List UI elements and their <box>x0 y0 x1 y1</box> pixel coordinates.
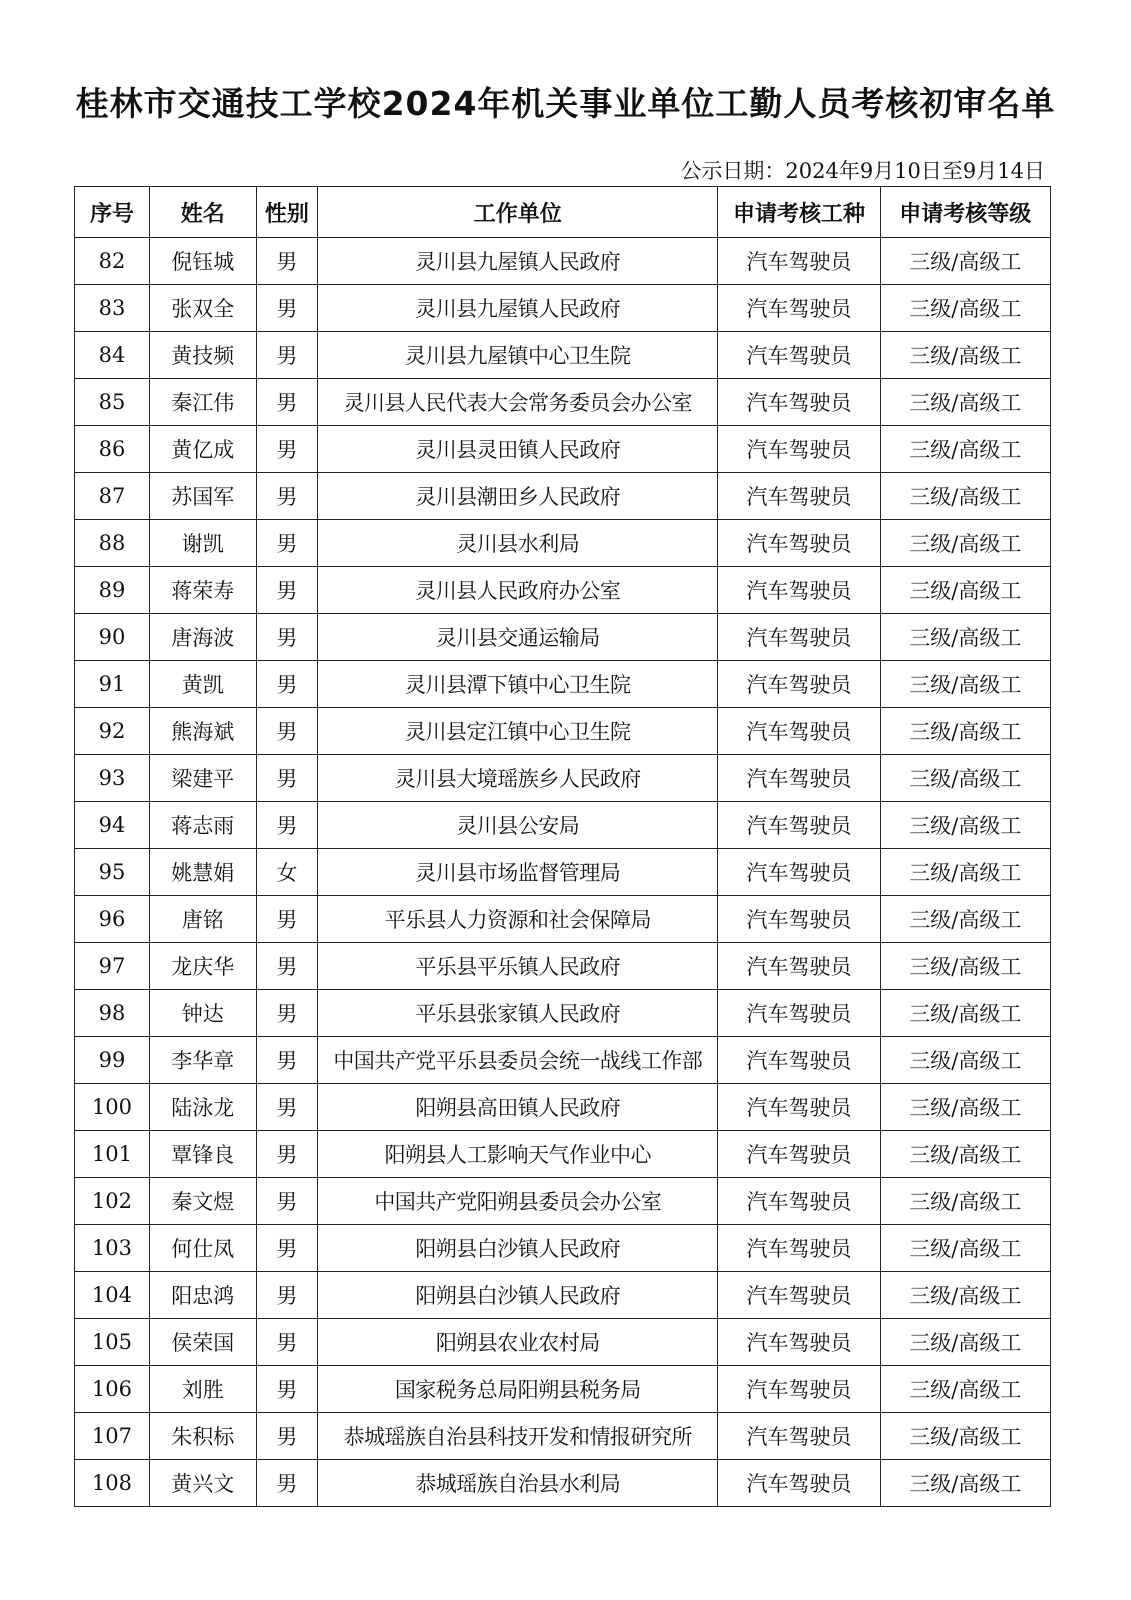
cell-job-type: 汽车驾驶员 <box>718 990 880 1037</box>
header-gender: 性别 <box>256 187 318 238</box>
cell-index: 91 <box>75 661 150 708</box>
cell-level: 三级/高级工 <box>880 708 1050 755</box>
cell-work-unit: 灵川县灵田镇人民政府 <box>318 426 718 473</box>
cell-name: 秦文煜 <box>149 1178 256 1225</box>
table-row <box>75 1413 1051 1460</box>
cell-gender: 男 <box>256 238 318 285</box>
cell-index: 95 <box>75 849 150 896</box>
cell-level: 三级/高级工 <box>880 1460 1050 1507</box>
cell-job-type: 汽车驾驶员 <box>718 473 880 520</box>
cell-index: 88 <box>75 520 150 567</box>
table-row <box>75 1366 1051 1413</box>
cell-gender: 男 <box>256 943 318 990</box>
cell-index: 107 <box>75 1413 150 1460</box>
table-row <box>75 614 1051 661</box>
cell-work-unit: 灵川县人民政府办公室 <box>318 567 718 614</box>
cell-index: 99 <box>75 1037 150 1084</box>
cell-job-type: 汽车驾驶员 <box>718 285 880 332</box>
cell-job-type: 汽车驾驶员 <box>718 1366 880 1413</box>
table-row <box>75 332 1051 379</box>
table-row <box>75 1084 1051 1131</box>
cell-work-unit: 灵川县九屋镇人民政府 <box>318 285 718 332</box>
cell-work-unit: 灵川县大境瑶族乡人民政府 <box>318 755 718 802</box>
cell-name: 黄亿成 <box>149 426 256 473</box>
cell-index: 89 <box>75 567 150 614</box>
cell-work-unit: 灵川县潮田乡人民政府 <box>318 473 718 520</box>
cell-job-type: 汽车驾驶员 <box>718 1460 880 1507</box>
table-row <box>75 708 1051 755</box>
cell-level: 三级/高级工 <box>880 238 1050 285</box>
cell-gender: 男 <box>256 661 318 708</box>
cell-job-type: 汽车驾驶员 <box>718 849 880 896</box>
cell-work-unit: 中国共产党平乐县委员会统一战线工作部 <box>318 1037 718 1084</box>
cell-gender: 男 <box>256 1319 318 1366</box>
cell-name: 钟达 <box>149 990 256 1037</box>
header-level: 申请考核等级 <box>880 187 1050 238</box>
cell-name: 黄兴文 <box>149 1460 256 1507</box>
cell-name: 谢凯 <box>149 520 256 567</box>
cell-name: 熊海斌 <box>149 708 256 755</box>
cell-name: 黄技频 <box>149 332 256 379</box>
cell-gender: 男 <box>256 473 318 520</box>
cell-gender: 男 <box>256 755 318 802</box>
cell-name: 梁建平 <box>149 755 256 802</box>
cell-level: 三级/高级工 <box>880 1413 1050 1460</box>
cell-job-type: 汽车驾驶员 <box>718 379 880 426</box>
cell-job-type: 汽车驾驶员 <box>718 567 880 614</box>
cell-job-type: 汽车驾驶员 <box>718 1225 880 1272</box>
cell-name: 姚慧娟 <box>149 849 256 896</box>
cell-gender: 男 <box>256 896 318 943</box>
cell-index: 96 <box>75 896 150 943</box>
cell-index: 90 <box>75 614 150 661</box>
table-row <box>75 1272 1051 1319</box>
cell-work-unit: 平乐县人力资源和社会保障局 <box>318 896 718 943</box>
header-job-type: 申请考核工种 <box>718 187 880 238</box>
cell-name: 黄凯 <box>149 661 256 708</box>
cell-index: 94 <box>75 802 150 849</box>
cell-index: 97 <box>75 943 150 990</box>
cell-name: 唐铭 <box>149 896 256 943</box>
cell-work-unit: 灵川县交通运输局 <box>318 614 718 661</box>
cell-gender: 男 <box>256 802 318 849</box>
table-row <box>75 1037 1051 1084</box>
cell-gender: 男 <box>256 708 318 755</box>
cell-job-type: 汽车驾驶员 <box>718 1084 880 1131</box>
cell-gender: 女 <box>256 849 318 896</box>
cell-level: 三级/高级工 <box>880 1178 1050 1225</box>
cell-index: 86 <box>75 426 150 473</box>
cell-job-type: 汽车驾驶员 <box>718 520 880 567</box>
cell-index: 84 <box>75 332 150 379</box>
table-row <box>75 520 1051 567</box>
cell-index: 104 <box>75 1272 150 1319</box>
cell-level: 三级/高级工 <box>880 1131 1050 1178</box>
table-row <box>75 379 1051 426</box>
cell-name: 朱积标 <box>149 1413 256 1460</box>
cell-job-type: 汽车驾驶员 <box>718 238 880 285</box>
cell-gender: 男 <box>256 1084 318 1131</box>
cell-gender: 男 <box>256 1037 318 1084</box>
page-title: 桂林市交通技工学校2024年机关事业单位工勤人员考核初审名单 <box>75 84 1056 123</box>
cell-gender: 男 <box>256 520 318 567</box>
cell-gender: 男 <box>256 1413 318 1460</box>
cell-level: 三级/高级工 <box>880 849 1050 896</box>
cell-gender: 男 <box>256 285 318 332</box>
header-index: 序号 <box>75 187 150 238</box>
cell-job-type: 汽车驾驶员 <box>718 1272 880 1319</box>
cell-index: 93 <box>75 755 150 802</box>
cell-name: 蒋荣寿 <box>149 567 256 614</box>
table-row <box>75 990 1051 1037</box>
cell-name: 蒋志雨 <box>149 802 256 849</box>
cell-name: 李华章 <box>149 1037 256 1084</box>
cell-job-type: 汽车驾驶员 <box>718 1413 880 1460</box>
table-row <box>75 1319 1051 1366</box>
cell-index: 85 <box>75 379 150 426</box>
table-row <box>75 802 1051 849</box>
cell-level: 三级/高级工 <box>880 755 1050 802</box>
cell-work-unit: 阳朔县白沙镇人民政府 <box>318 1272 718 1319</box>
cell-job-type: 汽车驾驶员 <box>718 1131 880 1178</box>
cell-job-type: 汽车驾驶员 <box>718 896 880 943</box>
cell-level: 三级/高级工 <box>880 943 1050 990</box>
cell-work-unit: 国家税务总局阳朔县税务局 <box>318 1366 718 1413</box>
cell-name: 何仕凤 <box>149 1225 256 1272</box>
cell-level: 三级/高级工 <box>880 379 1050 426</box>
cell-job-type: 汽车驾驶员 <box>718 661 880 708</box>
cell-level: 三级/高级工 <box>880 802 1050 849</box>
cell-work-unit: 灵川县公安局 <box>318 802 718 849</box>
cell-index: 101 <box>75 1131 150 1178</box>
cell-work-unit: 灵川县九屋镇中心卫生院 <box>318 332 718 379</box>
cell-work-unit: 阳朔县农业农村局 <box>318 1319 718 1366</box>
cell-name: 陆泳龙 <box>149 1084 256 1131</box>
cell-gender: 男 <box>256 1131 318 1178</box>
cell-name: 张双全 <box>149 285 256 332</box>
table-row <box>75 1131 1051 1178</box>
cell-work-unit: 灵川县定江镇中心卫生院 <box>318 708 718 755</box>
cell-gender: 男 <box>256 614 318 661</box>
cell-work-unit: 阳朔县白沙镇人民政府 <box>318 1225 718 1272</box>
cell-job-type: 汽车驾驶员 <box>718 426 880 473</box>
cell-index: 92 <box>75 708 150 755</box>
cell-level: 三级/高级工 <box>880 473 1050 520</box>
cell-job-type: 汽车驾驶员 <box>718 614 880 661</box>
header-work-unit: 工作单位 <box>318 187 718 238</box>
cell-index: 103 <box>75 1225 150 1272</box>
cell-name: 刘胜 <box>149 1366 256 1413</box>
candidate-table <box>74 186 1051 1507</box>
table-row <box>75 661 1051 708</box>
cell-gender: 男 <box>256 567 318 614</box>
table-row <box>75 426 1051 473</box>
cell-index: 106 <box>75 1366 150 1413</box>
cell-gender: 男 <box>256 1225 318 1272</box>
cell-work-unit: 平乐县平乐镇人民政府 <box>318 943 718 990</box>
table-row <box>75 285 1051 332</box>
cell-work-unit: 恭城瑶族自治县水利局 <box>318 1460 718 1507</box>
cell-job-type: 汽车驾驶员 <box>718 802 880 849</box>
cell-gender: 男 <box>256 332 318 379</box>
cell-level: 三级/高级工 <box>880 896 1050 943</box>
table-row <box>75 896 1051 943</box>
cell-index: 100 <box>75 1084 150 1131</box>
cell-name: 龙庆华 <box>149 943 256 990</box>
table-row <box>75 1178 1051 1225</box>
cell-name: 苏国军 <box>149 473 256 520</box>
cell-level: 三级/高级工 <box>880 1225 1050 1272</box>
cell-gender: 男 <box>256 1178 318 1225</box>
cell-work-unit: 灵川县市场监督管理局 <box>318 849 718 896</box>
table-row <box>75 1460 1051 1507</box>
cell-job-type: 汽车驾驶员 <box>718 708 880 755</box>
table-row <box>75 943 1051 990</box>
cell-gender: 男 <box>256 1366 318 1413</box>
cell-index: 98 <box>75 990 150 1037</box>
cell-name: 阳忠鸿 <box>149 1272 256 1319</box>
cell-index: 87 <box>75 473 150 520</box>
cell-level: 三级/高级工 <box>880 1084 1050 1131</box>
table-row <box>75 755 1051 802</box>
cell-level: 三级/高级工 <box>880 1272 1050 1319</box>
cell-level: 三级/高级工 <box>880 661 1050 708</box>
cell-level: 三级/高级工 <box>880 990 1050 1037</box>
cell-level: 三级/高级工 <box>880 1037 1050 1084</box>
cell-index: 102 <box>75 1178 150 1225</box>
cell-gender: 男 <box>256 379 318 426</box>
cell-level: 三级/高级工 <box>880 285 1050 332</box>
table-row <box>75 567 1051 614</box>
header-name: 姓名 <box>149 187 256 238</box>
cell-job-type: 汽车驾驶员 <box>718 1037 880 1084</box>
cell-work-unit: 灵川县潭下镇中心卫生院 <box>318 661 718 708</box>
cell-gender: 男 <box>256 1460 318 1507</box>
cell-level: 三级/高级工 <box>880 520 1050 567</box>
cell-index: 105 <box>75 1319 150 1366</box>
cell-level: 三级/高级工 <box>880 1319 1050 1366</box>
cell-gender: 男 <box>256 426 318 473</box>
cell-work-unit: 恭城瑶族自治县科技开发和情报研究所 <box>318 1413 718 1460</box>
cell-name: 侯荣国 <box>149 1319 256 1366</box>
cell-work-unit: 灵川县人民代表大会常务委员会办公室 <box>318 379 718 426</box>
cell-job-type: 汽车驾驶员 <box>718 1178 880 1225</box>
cell-name: 秦江伟 <box>149 379 256 426</box>
table-row <box>75 849 1051 896</box>
cell-job-type: 汽车驾驶员 <box>718 755 880 802</box>
cell-job-type: 汽车驾驶员 <box>718 332 880 379</box>
cell-work-unit: 平乐县张家镇人民政府 <box>318 990 718 1037</box>
cell-level: 三级/高级工 <box>880 614 1050 661</box>
table-row <box>75 238 1051 285</box>
cell-level: 三级/高级工 <box>880 332 1050 379</box>
cell-index: 83 <box>75 285 150 332</box>
publication-date: 公示日期：2024年9月10日至9月14日 <box>680 159 1045 183</box>
cell-gender: 男 <box>256 1272 318 1319</box>
cell-work-unit: 灵川县水利局 <box>318 520 718 567</box>
cell-work-unit: 阳朔县人工影响天气作业中心 <box>318 1131 718 1178</box>
table-row <box>75 473 1051 520</box>
cell-level: 三级/高级工 <box>880 426 1050 473</box>
cell-index: 82 <box>75 238 150 285</box>
table-row <box>75 1225 1051 1272</box>
cell-name: 倪钰城 <box>149 238 256 285</box>
table-header-row <box>75 187 1051 238</box>
cell-level: 三级/高级工 <box>880 567 1050 614</box>
cell-job-type: 汽车驾驶员 <box>718 943 880 990</box>
cell-name: 覃锋良 <box>149 1131 256 1178</box>
cell-work-unit: 中国共产党阳朔县委员会办公室 <box>318 1178 718 1225</box>
cell-level: 三级/高级工 <box>880 1366 1050 1413</box>
cell-job-type: 汽车驾驶员 <box>718 1319 880 1366</box>
cell-work-unit: 灵川县九屋镇人民政府 <box>318 238 718 285</box>
cell-gender: 男 <box>256 990 318 1037</box>
cell-index: 108 <box>75 1460 150 1507</box>
cell-work-unit: 阳朔县高田镇人民政府 <box>318 1084 718 1131</box>
cell-name: 唐海波 <box>149 614 256 661</box>
